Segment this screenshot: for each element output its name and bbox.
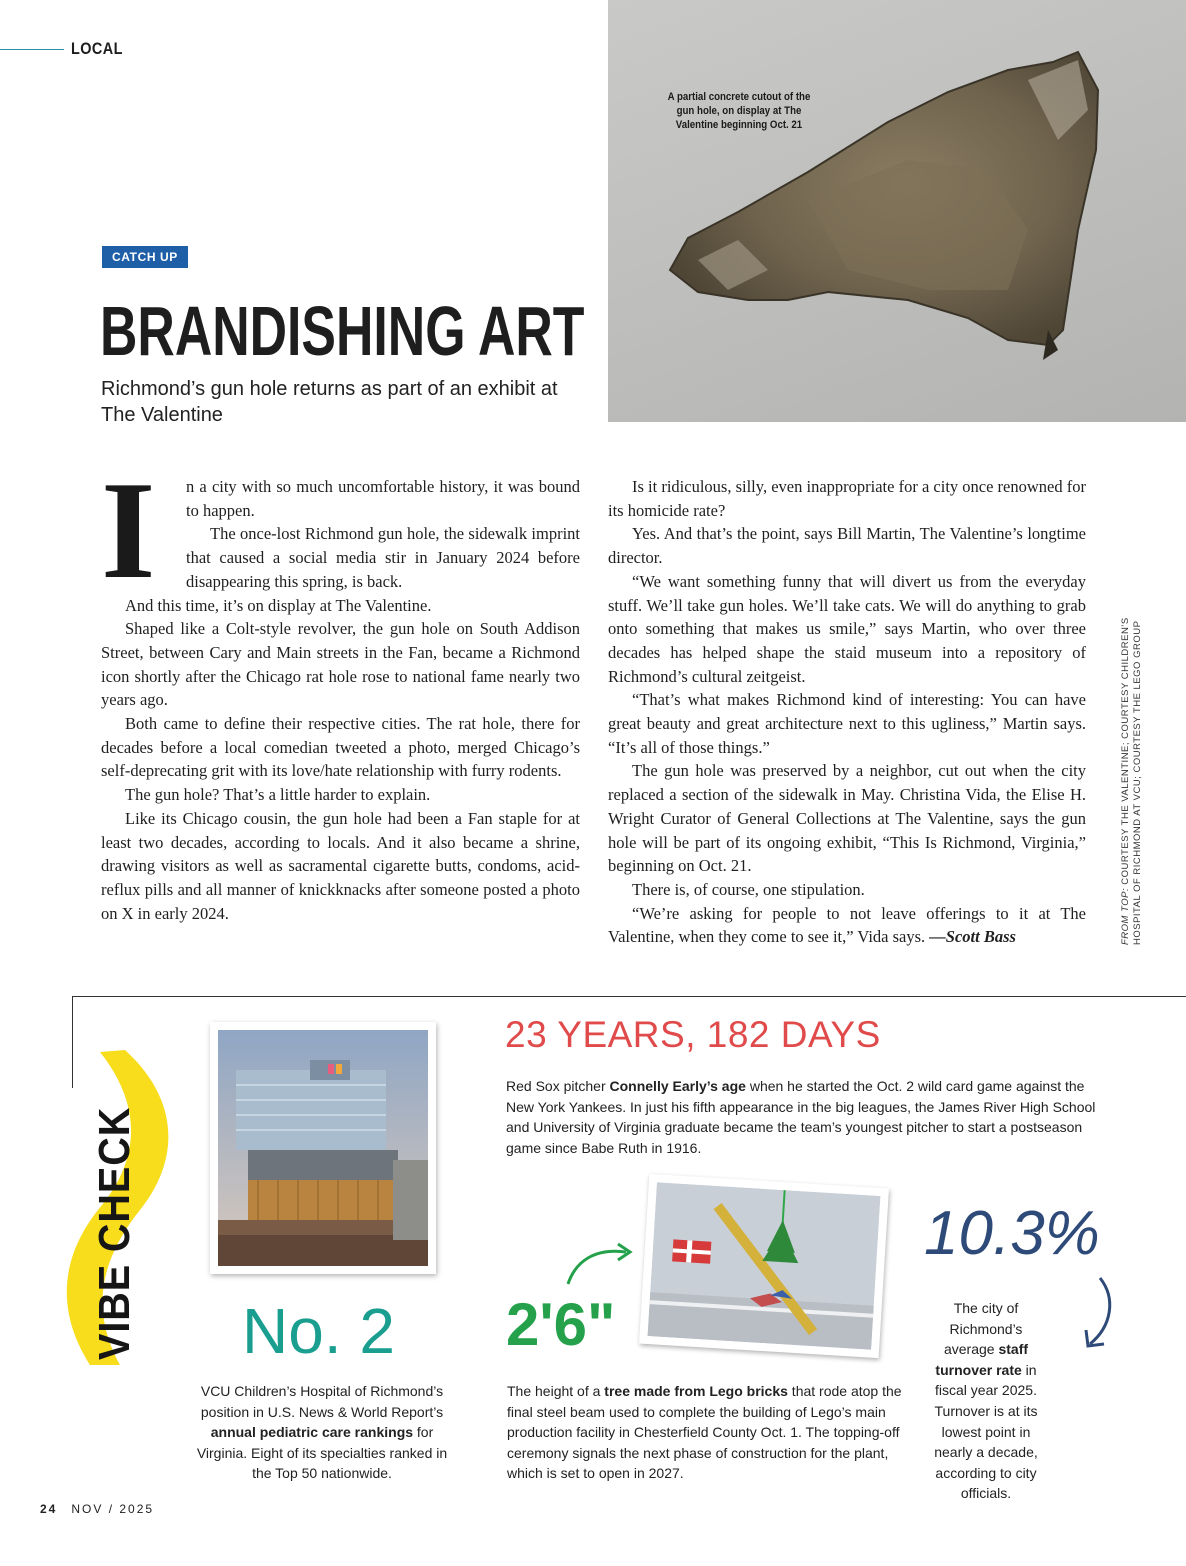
- curved-arrow-down-icon: [1080, 1274, 1120, 1354]
- credit-prefix: FROM TOP:: [1120, 887, 1131, 945]
- issue-date: NOV / 2025: [71, 1502, 155, 1516]
- stat-description-rank: VCU Children’s Hospital of Richmond’s position in U.S. News & World Report’s annual pediatric care rankings for Virginia. Eight of its specialties ranked in the Top 50 nationwide.: [196, 1383, 448, 1482]
- stat-highlight: tree made from Lego bricks: [604, 1383, 788, 1399]
- stat-description-years: Red Sox pitcher Connelly Early’s age when he started the Oct. 2 wild card game against the New York Yankees. In just his fifth appearance in the big leagues, the James River High School and University of Virginia graduate became the team’s youngest pitcher to start a postseason game since Babe Ruth in 1916.: [506, 1078, 1096, 1156]
- paragraph-text: “We’re asking for people to not leave offerings to it at The Valentine, when they come to see it,” Vida says.: [608, 903, 1086, 947]
- paragraph: There is, of course, one stipulation.: [632, 879, 865, 899]
- kicker-badge: CATCH UP: [102, 246, 188, 268]
- stat-figure-rank: No. 2: [242, 1295, 395, 1367]
- headline: BRANDISHING ART: [100, 292, 585, 370]
- stat-description-percent: The city of Richmond’s average staff turnover rate in fiscal year 2025. Turnover is at its lowest point in nearly a decade, according to city officials.: [934, 1300, 1038, 1502]
- paragraph: n a city with so much uncomfortable history, it was bound to happen.: [186, 477, 580, 520]
- paragraph: And this time, it’s on display at The Valentine.: [125, 595, 432, 615]
- paragraph: Both came to define their respective cities. The rat hole, there for decades before a local comedian tweeted a photo, merged Chicago’s self-deprecating grit with its love/hate relationship with furry rodents.: [101, 714, 580, 781]
- hospital-photo: [210, 1022, 436, 1274]
- drop-cap: I: [101, 453, 156, 608]
- gun-hole-concrete-photo: [608, 0, 1186, 422]
- paragraph: The once-lost Richmond gun hole, the sidewalk imprint that caused a social media stir in January 2024 before disappearing this spring, is back.: [186, 524, 580, 591]
- paragraph: [608, 902, 1086, 949]
- stat-figure-percent: 10.3%: [924, 1199, 1100, 1268]
- article-column-right: [608, 475, 1086, 949]
- hospital-building-image: [218, 1030, 428, 1266]
- paragraph: Like its Chicago cousin, the gun hole had been a Fan staple for at least two decades, according to locals. And it also became a shrine, drawing visitors as well as sacramental cigarette butts, condoms, acid-reflux pills and all manner of knickknacks after someone posted a photo on X in early 2024.: [101, 808, 580, 923]
- stat-highlight: annual pediatric care rankings: [210, 1424, 414, 1441]
- photo-credits: [1120, 605, 1144, 945]
- section-rule: [0, 49, 64, 50]
- concrete-chunk-image: [608, 0, 1186, 422]
- byline: —Scott Bass: [929, 927, 1016, 947]
- vibe-check-title: VIBE CHECK: [90, 1106, 139, 1360]
- section-divider: [72, 996, 1186, 997]
- paragraph: The gun hole? That’s a little harder to explain.: [125, 785, 431, 805]
- credit-line: COURTESY THE VALENTINE; COURTESY CHILDREN’S: [1120, 617, 1131, 885]
- section-label: LOCAL: [71, 39, 123, 58]
- credit-line: HOSPITAL OF RICHMOND AT VCU; COURTESY THE LEGO GROUP: [1132, 620, 1143, 945]
- stat-description-height: The height of a tree made from Lego bricks that rode atop the final steel beam used to complete the building of Lego’s main production facility in Chesterfield County Oct. 1. The topping-off ceremony signals the next phase of construction for the plant, which is set to open in 2027.: [507, 1383, 902, 1482]
- paragraph: Shaped like a Colt-style revolver, the gun hole on South Addison Street, between Cary and Main streets in the Fan, became a Richmond icon shortly after the Chicago rat hole rose to national fame nearly two years ago.: [101, 619, 580, 710]
- stat-figure-height: 2'6": [506, 1291, 616, 1358]
- stat-highlight: staff turnover rate: [935, 1341, 1029, 1378]
- paragraph: Is it ridiculous, silly, even inappropriate for a city once renowned for its homicide rate?: [608, 477, 1086, 520]
- paragraph: “We want something funny that will divert us from the everyday stuff. We’ll take gun holes. We’ll take cats. We will do anything to grab onto something that makes us smile,” says Martin, who over three decades has helped shape the staid museum into a repository of Richmond’s cultural zeitgeist.: [608, 571, 1086, 686]
- stat-highlight: Connelly Early’s age: [609, 1078, 746, 1094]
- page-number: 24: [40, 1502, 58, 1516]
- paragraph: “That’s what makes Richmond kind of interesting: You can have great beauty and great architecture next to this ugliness,” Martin says. “It’s all of those things.”: [608, 690, 1086, 757]
- lego-beam-image: [648, 1182, 881, 1349]
- page-folio: [40, 1502, 154, 1516]
- photo-caption: A partial concrete cutout of the gun hole, on display at The Valentine beginning Oct. 21: [667, 91, 811, 131]
- stat-figure-years: 23 YEARS, 182 DAYS: [505, 1014, 881, 1055]
- article-column-left: [101, 453, 580, 925]
- paragraph: The gun hole was preserved by a neighbor, cut out when the city replaced a section of the sidewalk in May. Christina Vida, the Elise H. Wright Curator of General Collections at The Valentine, says the gun hole will be part of its ongoing exhibit, “This Is Richmond, Virginia,” beginning on Oct. 21.: [608, 761, 1086, 876]
- lego-tree-photo: [639, 1174, 889, 1358]
- subheadline: Richmond’s gun hole returns as part of an exhibit at The Valentine: [101, 378, 558, 426]
- paragraph: Yes. And that’s the point, says Bill Martin, The Valentine’s longtime director.: [608, 524, 1086, 568]
- curved-arrow-icon: [562, 1240, 638, 1288]
